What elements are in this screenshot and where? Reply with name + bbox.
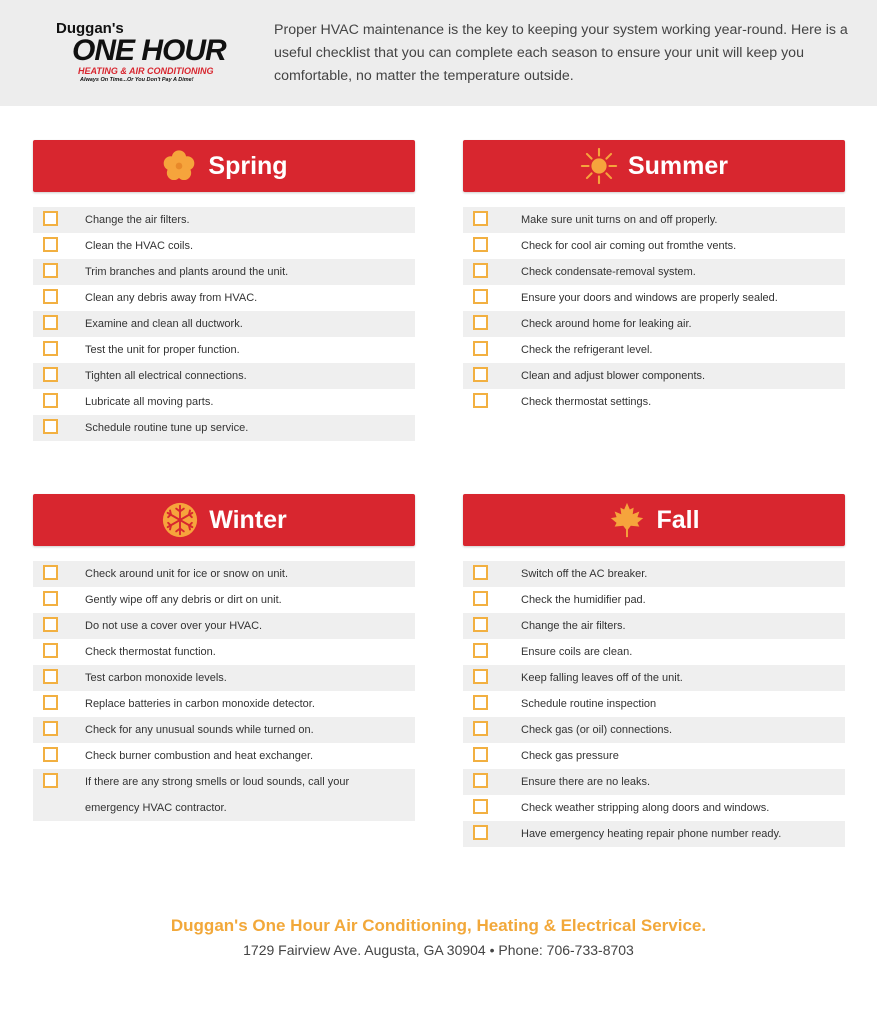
checkbox[interactable] bbox=[43, 419, 58, 434]
checklist-item bbox=[33, 665, 415, 691]
item-text: Replace batteries in carbon monoxide detector. bbox=[85, 698, 315, 710]
checkbox[interactable] bbox=[473, 341, 488, 356]
item-text: Check around unit for ice or snow on unit. bbox=[85, 568, 289, 580]
item-text: Check thermostat function. bbox=[85, 646, 216, 658]
checkbox[interactable] bbox=[43, 315, 58, 330]
item-text: Ensure your doors and windows are properly sealed. bbox=[521, 292, 778, 304]
item-text: Check for cool air coming out fromthe vents. bbox=[521, 240, 737, 252]
summer-banner bbox=[463, 140, 845, 192]
item-text: Check the refrigerant level. bbox=[521, 344, 653, 356]
summer-checklist bbox=[463, 207, 845, 415]
checklist-item bbox=[463, 665, 845, 691]
spring-section bbox=[33, 140, 415, 441]
checklist-item bbox=[463, 389, 845, 415]
checkbox[interactable] bbox=[473, 617, 488, 632]
checklist-item bbox=[33, 639, 415, 665]
checkbox[interactable] bbox=[473, 747, 488, 762]
winter-checklist bbox=[33, 561, 415, 821]
logo-tagline: Always On Time...Or You Don't Pay A Dime! bbox=[80, 77, 194, 83]
item-text: Check condensate-removal system. bbox=[521, 266, 696, 278]
checkbox[interactable] bbox=[473, 825, 488, 840]
item-text: Check gas (or oil) connections. bbox=[521, 724, 673, 736]
checklist-item bbox=[33, 259, 415, 285]
checkbox[interactable] bbox=[473, 393, 488, 408]
intro-text: Proper HVAC maintenance is the key to keeping your system working year-round. Here is a useful checklist that you can complete each season to ensure your unit will keep you comfortable, no matter the temperature outside. bbox=[274, 22, 848, 84]
checklist-item bbox=[33, 717, 415, 743]
fall-banner bbox=[463, 494, 845, 546]
checkbox[interactable] bbox=[473, 211, 488, 226]
flower-icon bbox=[160, 147, 198, 185]
checklist-item bbox=[33, 389, 415, 415]
checklist-item bbox=[33, 769, 415, 821]
item-text: Examine and clean all ductwork. bbox=[85, 318, 243, 330]
checklist-item bbox=[33, 311, 415, 337]
checkbox[interactable] bbox=[473, 289, 488, 304]
item-text: Ensure coils are clean. bbox=[521, 646, 633, 658]
sun-icon bbox=[580, 147, 618, 185]
checklist-item bbox=[33, 587, 415, 613]
checkbox[interactable] bbox=[43, 263, 58, 278]
spring-title: Spring bbox=[208, 151, 288, 180]
checkbox[interactable] bbox=[473, 591, 488, 606]
checkbox[interactable] bbox=[473, 237, 488, 252]
checklist-item bbox=[463, 821, 845, 847]
checklist-item bbox=[463, 769, 845, 795]
checklist-item bbox=[33, 233, 415, 259]
checkbox[interactable] bbox=[43, 341, 58, 356]
item-text: Test the unit for proper function. bbox=[85, 344, 240, 356]
checklist-item bbox=[33, 363, 415, 389]
spring-banner bbox=[33, 140, 415, 192]
item-text: Schedule routine inspection bbox=[521, 698, 657, 710]
company-logo bbox=[50, 18, 230, 93]
spring-checklist bbox=[33, 207, 415, 441]
checklist-item bbox=[463, 285, 845, 311]
checkbox[interactable] bbox=[43, 747, 58, 762]
checklist-item bbox=[463, 207, 845, 233]
checkbox[interactable] bbox=[43, 617, 58, 632]
checkbox[interactable] bbox=[43, 773, 58, 788]
checklist-item bbox=[33, 207, 415, 233]
item-text: Check burner combustion and heat exchanger. bbox=[85, 750, 314, 762]
item-text: Trim branches and plants around the unit. bbox=[85, 266, 289, 278]
winter-banner bbox=[33, 494, 415, 546]
logo-small-text: Duggan's bbox=[56, 20, 124, 37]
item-text: Lubricate all moving parts. bbox=[85, 396, 214, 408]
checklist-item bbox=[463, 639, 845, 665]
item-text: Schedule routine tune up service. bbox=[85, 422, 249, 434]
item-text: Do not use a cover over your HVAC. bbox=[85, 620, 263, 632]
item-text: Make sure unit turns on and off properly. bbox=[521, 214, 718, 226]
item-text: Clean the HVAC coils. bbox=[85, 240, 194, 252]
checkbox[interactable] bbox=[473, 773, 488, 788]
checklist-item bbox=[463, 363, 845, 389]
summer-section bbox=[463, 140, 845, 415]
item-text: Test carbon monoxide levels. bbox=[85, 672, 227, 684]
item-text: Change the air filters. bbox=[521, 620, 626, 632]
checkbox[interactable] bbox=[43, 237, 58, 252]
checkbox[interactable] bbox=[43, 591, 58, 606]
item-text: Check for any unusual sounds while turned on. bbox=[85, 724, 314, 736]
checklist-item bbox=[463, 717, 845, 743]
checklist-item bbox=[463, 613, 845, 639]
checkbox[interactable] bbox=[43, 211, 58, 226]
checklist-item bbox=[33, 613, 415, 639]
item-text: Switch off the AC breaker. bbox=[521, 568, 648, 580]
checklist-item bbox=[463, 311, 845, 337]
checkbox[interactable] bbox=[43, 393, 58, 408]
checklist-item bbox=[463, 337, 845, 363]
checkbox[interactable] bbox=[473, 643, 488, 658]
snowflake-icon bbox=[161, 501, 199, 539]
checklist-item bbox=[463, 795, 845, 821]
checklist-item bbox=[33, 743, 415, 769]
checklist-item bbox=[463, 233, 845, 259]
item-text: Check gas pressure bbox=[521, 750, 619, 762]
checkbox[interactable] bbox=[473, 721, 488, 736]
footer-address: 1729 Fairview Ave. Augusta, GA 30904 • Phone: 706-733-8703 bbox=[243, 942, 634, 958]
fall-title: Fall bbox=[656, 505, 700, 534]
winter-section bbox=[33, 494, 415, 821]
checkbox[interactable] bbox=[473, 315, 488, 330]
checklist-item bbox=[33, 561, 415, 587]
item-text: Keep falling leaves off of the unit. bbox=[521, 672, 683, 684]
fall-section bbox=[463, 494, 845, 847]
item-text: Ensure there are no leaks. bbox=[521, 776, 651, 788]
item-text: Clean and adjust blower components. bbox=[521, 370, 706, 382]
checklist-item bbox=[33, 415, 415, 441]
checkbox[interactable] bbox=[43, 367, 58, 382]
checklist-item bbox=[463, 743, 845, 769]
item-text: Check around home for leaking air. bbox=[521, 318, 692, 330]
checklist-item bbox=[33, 285, 415, 311]
maple-leaf-icon bbox=[608, 501, 646, 539]
checkbox[interactable] bbox=[473, 565, 488, 580]
checklist-item bbox=[33, 691, 415, 717]
item-text: Check the humidifier pad. bbox=[521, 594, 646, 606]
summer-title: Summer bbox=[627, 151, 729, 180]
checkbox[interactable] bbox=[43, 669, 58, 684]
fall-checklist bbox=[463, 561, 845, 847]
logo-sub-text: HEATING & AIR CONDITIONING bbox=[78, 66, 214, 76]
item-text: Gently wipe off any debris or dirt on unit. bbox=[85, 594, 282, 606]
item-text: If there are any strong smells or loud sounds, call your emergency HVAC contractor. bbox=[85, 776, 350, 814]
checklist-item bbox=[463, 691, 845, 717]
checkbox[interactable] bbox=[473, 669, 488, 684]
item-text: Change the air filters. bbox=[85, 214, 190, 226]
checkbox[interactable] bbox=[43, 565, 58, 580]
checkbox[interactable] bbox=[43, 721, 58, 736]
item-text: Check weather stripping along doors and windows. bbox=[521, 802, 770, 814]
checkbox[interactable] bbox=[43, 695, 58, 710]
item-text: Check thermostat settings. bbox=[521, 396, 652, 408]
footer-company-name: Duggan's One Hour Air Conditioning, Heating & Electrical Service. bbox=[170, 916, 707, 935]
checklist-item bbox=[463, 561, 845, 587]
checkbox[interactable] bbox=[473, 695, 488, 710]
checklist-item bbox=[463, 259, 845, 285]
item-text: Have emergency heating repair phone number ready. bbox=[521, 828, 782, 840]
item-text: Tighten all electrical connections. bbox=[85, 370, 247, 382]
checkbox[interactable] bbox=[473, 263, 488, 278]
winter-title: Winter bbox=[209, 505, 287, 534]
checkbox[interactable] bbox=[43, 289, 58, 304]
checkbox[interactable] bbox=[473, 799, 488, 814]
checklist-item bbox=[33, 337, 415, 363]
header-bar bbox=[0, 0, 877, 106]
item-text: Clean any debris away from HVAC. bbox=[85, 292, 258, 304]
checkbox[interactable] bbox=[43, 643, 58, 658]
logo-main-text: ONE HOUR bbox=[72, 34, 226, 67]
checkbox[interactable] bbox=[473, 367, 488, 382]
checklist-item bbox=[463, 587, 845, 613]
